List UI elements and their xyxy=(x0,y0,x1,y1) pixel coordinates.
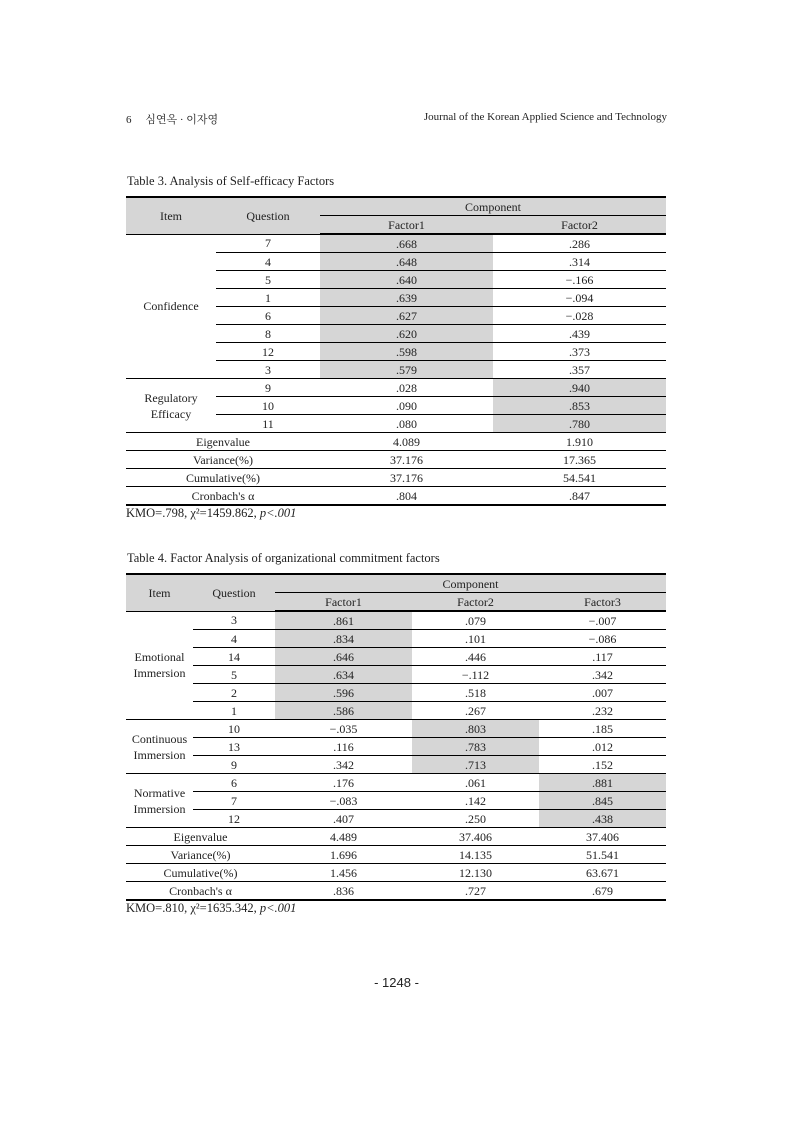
table-row xyxy=(126,792,666,810)
loading-cell: .881 xyxy=(539,774,666,792)
loading-cell: .116 xyxy=(275,738,412,756)
loading-cell: .627 xyxy=(320,307,493,325)
loading-cell: .518 xyxy=(412,684,539,702)
stat-row xyxy=(126,846,666,864)
stat-value: 37.406 xyxy=(539,828,666,846)
loading-cell: .634 xyxy=(275,666,412,684)
loading-cell: .314 xyxy=(493,253,666,271)
stat-value: 63.671 xyxy=(539,864,666,882)
stat-row xyxy=(126,828,666,846)
question-cell: 5 xyxy=(216,271,320,289)
loading-cell: .439 xyxy=(493,325,666,343)
question-cell: 2 xyxy=(193,684,275,702)
table-row xyxy=(126,684,666,702)
table3-note-p: p<.001 xyxy=(259,506,297,520)
stat-value: 37.176 xyxy=(320,469,493,487)
loading-cell: .640 xyxy=(320,271,493,289)
question-cell: 7 xyxy=(216,234,320,253)
loading-cell: .783 xyxy=(412,738,539,756)
table-row xyxy=(126,611,666,630)
stat-value: .804 xyxy=(320,487,493,506)
stat-label: Cumulative(%) xyxy=(126,469,320,487)
stat-label: Cronbach's α xyxy=(126,882,275,901)
stat-label: Eigenvalue xyxy=(126,433,320,451)
table4-caption: Table 4. Factor Analysis of organizational commitment factors xyxy=(127,551,440,565)
question-cell: 1 xyxy=(193,702,275,720)
loading-cell: .639 xyxy=(320,289,493,307)
loading-cell: .250 xyxy=(412,810,539,828)
table-row xyxy=(126,630,666,648)
stat-value: 4.489 xyxy=(275,828,412,846)
table3-note-kmo: KMO=.798, xyxy=(126,506,188,520)
table3-head-factor2: Factor2 xyxy=(493,216,666,235)
stat-row xyxy=(126,882,666,901)
loading-cell: .342 xyxy=(539,666,666,684)
header-authors: 심연옥 · 이자영 xyxy=(145,114,219,126)
loading-cell: .176 xyxy=(275,774,412,792)
table3-caption: Table 3. Analysis of Self-efficacy Factors xyxy=(127,174,335,188)
stat-value: 12.130 xyxy=(412,864,539,882)
loading-cell: −.094 xyxy=(493,289,666,307)
loading-cell: −.086 xyxy=(539,630,666,648)
stat-row xyxy=(126,451,666,469)
question-cell: 12 xyxy=(216,343,320,361)
table3-head-question: Question xyxy=(216,197,320,234)
loading-cell: −.035 xyxy=(275,720,412,738)
stat-value: 1.696 xyxy=(275,846,412,864)
table-row xyxy=(126,379,666,397)
table-row xyxy=(126,738,666,756)
loading-cell: .185 xyxy=(539,720,666,738)
table-row xyxy=(126,648,666,666)
loading-cell: .586 xyxy=(275,702,412,720)
table4-note-chi: χ²=1635.342, xyxy=(190,901,257,915)
loading-cell: .142 xyxy=(412,792,539,810)
loading-cell: .080 xyxy=(320,415,493,433)
stat-value: .679 xyxy=(539,882,666,901)
table-row xyxy=(126,720,666,738)
question-cell: 3 xyxy=(216,361,320,379)
stat-row xyxy=(126,469,666,487)
table3 xyxy=(126,196,666,506)
stat-value: 54.541 xyxy=(493,469,666,487)
loading-cell: .012 xyxy=(539,738,666,756)
table-row xyxy=(126,774,666,792)
table4 xyxy=(126,573,666,901)
table3-head-item: Item xyxy=(126,197,216,234)
question-cell: 7 xyxy=(193,792,275,810)
table-row xyxy=(126,756,666,774)
loading-cell: .598 xyxy=(320,343,493,361)
table4-note-kmo: KMO=.810, xyxy=(126,901,188,915)
stat-value: 14.135 xyxy=(412,846,539,864)
stat-value: 4.089 xyxy=(320,433,493,451)
question-cell: 1 xyxy=(216,289,320,307)
stat-row xyxy=(126,864,666,882)
table-row xyxy=(126,234,666,253)
question-cell: 9 xyxy=(216,379,320,397)
question-cell: 11 xyxy=(216,415,320,433)
loading-cell: .117 xyxy=(539,648,666,666)
loading-cell: .090 xyxy=(320,397,493,415)
table4-group-continuous-immersion: Continuous Immersion xyxy=(126,720,193,774)
header-journal-title: Journal of the Korean Applied Science and Technology xyxy=(423,111,667,123)
table3-note xyxy=(126,506,296,521)
table4-group-normative-immersion: Normative Immersion xyxy=(126,774,193,828)
table4-note xyxy=(126,901,296,916)
table4-head-question: Question xyxy=(193,574,275,611)
loading-cell: .028 xyxy=(320,379,493,397)
question-cell: 10 xyxy=(216,397,320,415)
question-cell: 4 xyxy=(193,630,275,648)
question-cell: 10 xyxy=(193,720,275,738)
loading-cell: .648 xyxy=(320,253,493,271)
stat-label: Eigenvalue xyxy=(126,828,275,846)
loading-cell: .342 xyxy=(275,756,412,774)
loading-cell: −.028 xyxy=(493,307,666,325)
stat-value: .727 xyxy=(412,882,539,901)
stat-value: .847 xyxy=(493,487,666,506)
loading-cell: .407 xyxy=(275,810,412,828)
loading-cell: −.112 xyxy=(412,666,539,684)
loading-cell: .373 xyxy=(493,343,666,361)
question-cell: 9 xyxy=(193,756,275,774)
question-cell: 6 xyxy=(193,774,275,792)
table4-head-item: Item xyxy=(126,574,193,611)
loading-cell: .061 xyxy=(412,774,539,792)
table4-head-factor1: Factor1 xyxy=(275,593,412,612)
question-cell: 3 xyxy=(193,611,275,630)
loading-cell: .101 xyxy=(412,630,539,648)
loading-cell: .646 xyxy=(275,648,412,666)
stat-label: Variance(%) xyxy=(126,846,275,864)
table4-head-factor2: Factor2 xyxy=(412,593,539,612)
question-cell: 4 xyxy=(216,253,320,271)
table4-note-p: p<.001 xyxy=(259,901,297,915)
running-header-left xyxy=(126,111,218,127)
loading-cell: −.083 xyxy=(275,792,412,810)
table4-group-emotional-immersion: Emotional Immersion xyxy=(126,611,193,720)
loading-cell: −.007 xyxy=(539,611,666,630)
stat-label: Variance(%) xyxy=(126,451,320,469)
page-number-footer: - 1248 - xyxy=(374,975,419,990)
loading-cell: .007 xyxy=(539,684,666,702)
question-cell: 6 xyxy=(216,307,320,325)
table4-head-component: Component xyxy=(275,574,666,593)
question-cell: 12 xyxy=(193,810,275,828)
loading-cell: .152 xyxy=(539,756,666,774)
loading-cell: .713 xyxy=(412,756,539,774)
question-cell: 13 xyxy=(193,738,275,756)
stat-value: 51.541 xyxy=(539,846,666,864)
stat-value: 37.176 xyxy=(320,451,493,469)
table-row xyxy=(126,810,666,828)
stat-row xyxy=(126,487,666,506)
stat-value: 1.910 xyxy=(493,433,666,451)
loading-cell: .286 xyxy=(493,234,666,253)
loading-cell: .579 xyxy=(320,361,493,379)
loading-cell: .079 xyxy=(412,611,539,630)
table-row xyxy=(126,666,666,684)
stat-label: Cronbach's α xyxy=(126,487,320,506)
loading-cell: .940 xyxy=(493,379,666,397)
loading-cell: .834 xyxy=(275,630,412,648)
loading-cell: −.166 xyxy=(493,271,666,289)
loading-cell: .861 xyxy=(275,611,412,630)
question-cell: 8 xyxy=(216,325,320,343)
loading-cell: .853 xyxy=(493,397,666,415)
table3-head-component: Component xyxy=(320,197,666,216)
stat-value: 1.456 xyxy=(275,864,412,882)
loading-cell: .596 xyxy=(275,684,412,702)
loading-cell: .267 xyxy=(412,702,539,720)
table3-group-regulatory-efficacy: Regulatory Efficacy xyxy=(126,379,216,433)
stat-value: 17.365 xyxy=(493,451,666,469)
stat-label: Cumulative(%) xyxy=(126,864,275,882)
loading-cell: .803 xyxy=(412,720,539,738)
table3-note-chi: χ²=1459.862, xyxy=(190,506,257,520)
stat-value: 37.406 xyxy=(412,828,539,846)
stat-row xyxy=(126,433,666,451)
header-page-number: 6 xyxy=(126,114,132,126)
question-cell: 14 xyxy=(193,648,275,666)
loading-cell: .668 xyxy=(320,234,493,253)
stat-value: .836 xyxy=(275,882,412,901)
table-row xyxy=(126,702,666,720)
table3-group-confidence: Confidence xyxy=(126,234,216,379)
loading-cell: .845 xyxy=(539,792,666,810)
loading-cell: .357 xyxy=(493,361,666,379)
loading-cell: .620 xyxy=(320,325,493,343)
loading-cell: .438 xyxy=(539,810,666,828)
table3-head-factor1: Factor1 xyxy=(320,216,493,235)
question-cell: 5 xyxy=(193,666,275,684)
table4-head-factor3: Factor3 xyxy=(539,593,666,612)
loading-cell: .446 xyxy=(412,648,539,666)
loading-cell: .232 xyxy=(539,702,666,720)
loading-cell: .780 xyxy=(493,415,666,433)
